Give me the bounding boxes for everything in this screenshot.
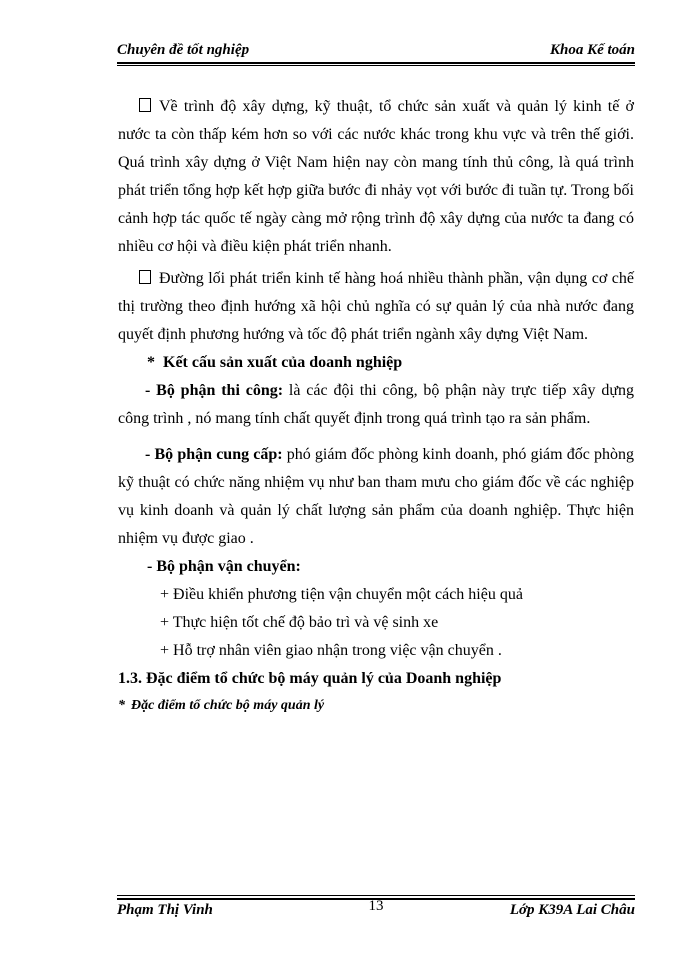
page-body [118,93,634,719]
heading-star: * [147,354,155,371]
supply-dept-label: - Bộ phận cung cấp: [145,446,283,463]
heading-text: Kết cấu sản xuất của doanh nghiệp [163,354,403,371]
header-rule [117,62,635,64]
construction-dept-paragraph [118,377,634,433]
page-number: 13 [368,898,384,914]
list-item: + Thực hiện tốt chế độ bảo trì và vệ sinh xe [160,614,439,631]
paragraph-2 [118,265,634,349]
supply-dept-text: phó giám đốc phòng kinh doanh, phó giám đốc phòng kỹ thuật có chức năng nhiệm vụ như ban tham mưu cho giám đốc về các nghiệp vụ kinh doanh và quản lý chất lượng sản phẩm của doanh nghiệp. Thực hiện nhiệm vụ được giao . [118,446,635,547]
header-title: Chuyên đề tốt nghiệp [117,42,250,58]
supply-dept-paragraph [118,441,634,553]
paragraph-1 [118,93,634,261]
page-footer [117,900,635,926]
header-department: Khoa Kế toán [549,42,635,58]
list-item: + Hỗ trợ nhân viên giao nhận trong việc vận chuyển . [160,642,502,659]
paragraph-1-text: Về trình độ xây dựng, kỹ thuật, tổ chức sản xuất và quản lý kinh tế ở nước ta còn thấp kém hơn so với các nước khác trong khu vực và trên thế giới. Quá trình xây dựng ở Việt Nam hiện nay còn mang tính thủ công, là quá trình phát triển tổng hợp kết hợp giữa bước đi nhảy vọt với bước đi tuần tự. Trong bối cảnh hợp tác quốc tế ngày càng mở rộng trình độ xây dựng của nước ta đang có nhiều cơ hội và điều kiện phát triển nhanh. [118,98,634,255]
production-structure-heading [118,349,634,377]
footer-class: Lớp K39A Lai Châu [509,902,635,918]
construction-dept-text: là các đội thi công, bộ phận này trực tiếp xây dựng công trình , nó mang tính chất quyết định trong quá trình tạo ra sản phẩm. [118,382,634,427]
header-rule-thin [117,65,635,66]
construction-dept-label: - Bộ phận thi công: [145,382,284,399]
list-item: + Điều khiển phương tiện vận chuyển một cách hiệu quả [160,586,523,603]
italic-star: * [118,698,125,713]
footer-rule-thin [117,895,635,896]
transport-dept-label: - Bộ phận vận chuyển: [147,558,301,575]
italic-subheading-text: Đặc điểm tổ chức bộ máy quản lý [131,698,325,713]
italic-subheading [118,693,634,719]
checkbox-bullet-icon [139,98,151,112]
checkbox-bullet-icon [139,270,151,284]
paragraph-2-text: Đường lối phát triển kinh tế hàng hoá nhiều thành phần, vận dụng cơ chế thị trường theo định hướng xã hội chủ nghĩa có sự quản lý của nhà nước đang quyết định phương hướng và tốc độ phát triển ngành xây dựng Việt Nam. [118,270,634,343]
footer-author: Phạm Thị Vinh [117,902,213,918]
section-heading: 1.3. Đặc điểm tổ chức bộ máy quản lý của Doanh nghiệp [118,670,502,687]
